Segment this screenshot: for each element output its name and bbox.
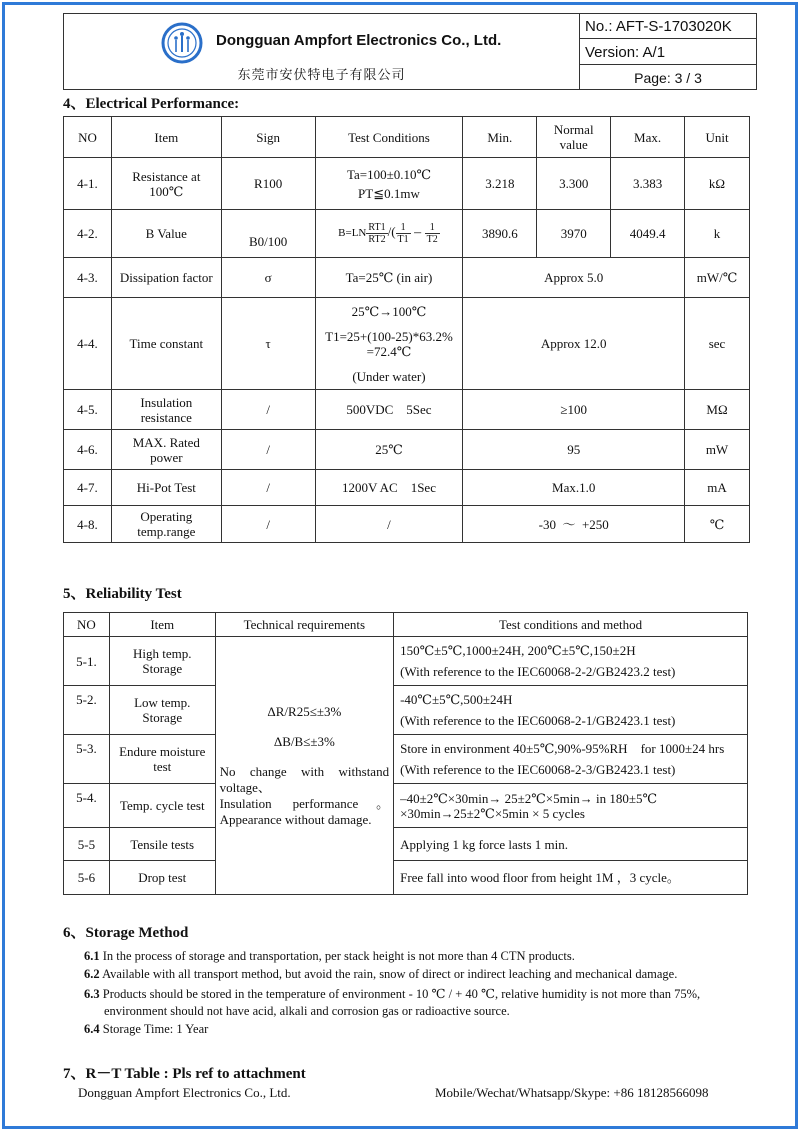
row-condition — [394, 784, 748, 828]
row-item: Operating temp.range — [111, 506, 221, 543]
row-item: High temp. Storage — [109, 637, 215, 686]
storage-item — [84, 986, 764, 1020]
table-row — [64, 390, 750, 430]
condition-line: 150℃±5℃,1000±24H, 200℃±5℃,150±2H — [400, 643, 636, 658]
row-sign: / — [221, 506, 315, 543]
storage-item-number: 6.2 — [84, 967, 100, 981]
row-no: 4-7. — [64, 470, 112, 506]
table-row — [64, 637, 748, 686]
condition-line: (With reference to the IEC60068-2-3/GB2423.1 test) — [400, 762, 676, 777]
row-value: Approx 5.0 — [463, 258, 685, 298]
col-unit: Unit — [685, 117, 750, 158]
row-no: 4-4. — [64, 298, 112, 390]
requirement-line: Appearance without damage. — [219, 811, 372, 827]
table-row — [64, 735, 748, 784]
row-item: Low temp. Storage — [109, 686, 215, 735]
table-row — [64, 210, 750, 258]
row-item: Resistance at 100℃ — [111, 158, 221, 210]
row-no: 4-6. — [64, 430, 112, 470]
row-no: 5-5 — [64, 828, 110, 861]
table-row — [64, 784, 748, 828]
row-no: 4-2. — [64, 210, 112, 258]
reliability-test-table — [63, 612, 748, 895]
electrical-performance-table — [63, 116, 750, 543]
condition-line: (With reference to the IEC60068-2-2/GB2423.2 test) — [400, 664, 676, 679]
document-number: No.: AFT-S-1703020K — [580, 14, 756, 39]
document-header — [63, 13, 757, 90]
row-item: Insulation resistance — [111, 390, 221, 430]
row-no: 4-1. — [64, 158, 112, 210]
row-sign: / — [221, 390, 315, 430]
table-row — [64, 298, 750, 390]
row-no: 5-3. — [64, 735, 110, 784]
col-min: Min. — [463, 117, 537, 158]
requirement-line: voltage、 — [219, 779, 271, 795]
row-condition: 500VDC 5Sec — [315, 390, 463, 430]
row-unit: ℃ — [685, 506, 750, 543]
condition-line: –40±2℃×30min→ 25±2℃×5min→ in 180±5℃ — [400, 790, 658, 806]
row-unit: k — [685, 210, 750, 258]
row-normal: 3.300 — [537, 158, 611, 210]
table-row — [64, 686, 748, 735]
table-row — [64, 258, 750, 298]
storage-item-text: Products should be stored in the temperature of environment - 10 ℃ / + 40 ℃, relative humidity is not more than 75%, — [102, 987, 701, 1001]
row-unit: sec — [685, 298, 750, 390]
section-4-title: 4、Electrical Performance: — [63, 96, 240, 112]
col-sign: Sign — [221, 117, 315, 158]
row-condition — [315, 158, 463, 210]
condition-line: ×30min→25±2℃×5min × 5 cycles — [400, 805, 585, 821]
row-sign: σ — [221, 258, 315, 298]
storage-item-text: Available with all transport method, but avoid the rain, snow of direct or indirect leaching and mechanical damage. — [102, 967, 678, 981]
storage-item-text: In the process of storage and transportation, per stack height is not more than 4 CTN products. — [102, 949, 575, 963]
row-condition: 25℃ — [315, 430, 463, 470]
col-no: NO — [64, 613, 110, 637]
row-sign: B0/100 — [221, 210, 315, 258]
row-no: 5-6 — [64, 861, 110, 895]
table-row — [64, 430, 750, 470]
storage-item-number: 6.4 — [84, 1022, 100, 1036]
condition-line: PT≦0.1mw — [358, 185, 420, 201]
row-max: 4049.4 — [611, 210, 685, 258]
row-no: 4-3. — [64, 258, 112, 298]
row-condition — [394, 735, 748, 784]
row-no: 4-5. — [64, 390, 112, 430]
col-normal: Normal value — [537, 117, 611, 158]
col-no: NO — [64, 117, 112, 158]
row-no: 4-8. — [64, 506, 112, 543]
col-test-conditions: Test Conditions — [315, 117, 463, 158]
requirement-line: No change with withstand — [219, 763, 390, 779]
row-unit: kΩ — [685, 158, 750, 210]
technical-requirements-cell — [215, 637, 394, 895]
table-row — [64, 470, 750, 506]
row-item: Dissipation factor — [111, 258, 221, 298]
row-item: Temp. cycle test — [109, 784, 215, 828]
section-7-title: 7、R－T Table : Pls ref to attachment — [63, 1066, 306, 1082]
condition-line: (With reference to the IEC60068-2-1/GB2423.1 test) — [400, 713, 676, 728]
row-unit: mA — [685, 470, 750, 506]
row-max: 3.383 — [611, 158, 685, 210]
row-condition: Free fall into wood floor from height 1M ，3 cycle。 — [394, 861, 748, 895]
row-condition: / — [315, 506, 463, 543]
row-item: B Value — [111, 210, 221, 258]
company-logo-icon — [161, 22, 203, 64]
formula-minus: – — [410, 225, 425, 241]
row-item: Hi-Pot Test — [111, 470, 221, 506]
section-5-title: 5、Reliability Test — [63, 586, 182, 602]
storage-item — [84, 948, 575, 965]
row-unit: MΩ — [685, 390, 750, 430]
row-sign: / — [221, 430, 315, 470]
page-number: Page: 3 / 3 — [634, 70, 702, 86]
row-min: 3890.6 — [463, 210, 537, 258]
company-name: Dongguan Ampfort Electronics Co., Ltd. — [216, 32, 502, 49]
formula-fraction-t1: $\frac{1}{T1}$ — [397, 222, 409, 245]
formula-divider: /( — [387, 224, 396, 240]
row-sign: / — [221, 470, 315, 506]
row-condition: Applying 1 kg force lasts 1 min. — [394, 828, 748, 861]
table-header-row — [64, 117, 750, 158]
row-unit: mW — [685, 430, 750, 470]
formula-fraction-r: $\frac{RT1}{RT2}$ — [368, 222, 386, 245]
condition-line: T1=25+(100-25)*63.2% — [325, 328, 453, 344]
storage-item-text-cont: environment should not have acid, alkali and corrosion gas or radioactive source. — [104, 1004, 510, 1018]
row-unit: mW/℃ — [685, 258, 750, 298]
formula-prefix: B=LN — [338, 227, 367, 240]
row-item: Endure moisture test — [109, 735, 215, 784]
requirement-line: ΔB/B≤±3% — [273, 733, 335, 749]
table-header-row — [64, 613, 748, 637]
storage-item-number: 6.1 — [84, 949, 100, 963]
condition-line: -40℃±5℃,500±24H — [400, 692, 513, 707]
row-item: Drop test — [109, 861, 215, 895]
requirement-line: Insulation performance。 — [219, 795, 390, 811]
col-test-conditions: Test conditions and method — [394, 613, 748, 637]
row-item: Time constant — [111, 298, 221, 390]
row-no: 5-2. — [64, 686, 110, 735]
requirement-line: ΔR/R25≤±3% — [267, 703, 342, 719]
company-name-cn: 东莞市安伏特电子有限公司 — [237, 68, 406, 83]
storage-item — [84, 1021, 208, 1038]
condition-line: Ta=100±0.10℃ — [346, 166, 431, 182]
b-value-formula — [315, 210, 463, 258]
table-row — [64, 828, 748, 861]
header-company-block — [64, 14, 580, 89]
storage-item-text: Storage Time: 1 Year — [102, 1022, 209, 1036]
condition-line: =72.4℃ — [366, 343, 412, 359]
row-condition — [394, 686, 748, 735]
row-condition: Ta=25℃ (in air) — [315, 258, 463, 298]
col-item: Item — [111, 117, 221, 158]
storage-item — [84, 966, 677, 983]
row-value: Approx 12.0 — [463, 298, 685, 390]
row-condition — [394, 637, 748, 686]
footer-company: Dongguan Ampfort Electronics Co., Ltd. — [78, 1085, 291, 1100]
section-6-title: 6、Storage Method — [63, 925, 189, 941]
table-row — [64, 861, 748, 895]
row-normal: 3970 — [537, 210, 611, 258]
row-min: 3.218 — [463, 158, 537, 210]
row-condition — [315, 298, 463, 390]
row-sign: τ — [221, 298, 315, 390]
footer-contact: Mobile/Wechat/Whatsapp/Skype: +86 18128566098 — [435, 1085, 709, 1100]
table-row — [64, 158, 750, 210]
storage-item-number: 6.3 — [84, 987, 100, 1001]
row-sign: R100 — [221, 158, 315, 210]
condition-line: Store in environment 40±5℃,90%-95%RH for 1000±24 hrs — [400, 741, 725, 756]
row-value: Max.1.0 — [463, 470, 685, 506]
row-value: ≥100 — [463, 390, 685, 430]
row-value: -30 ～ +250 — [463, 506, 685, 543]
col-max: Max. — [611, 117, 685, 158]
col-item: Item — [109, 613, 215, 637]
header-doc-info — [580, 14, 756, 89]
row-value: 95 — [463, 430, 685, 470]
document-version: Version: A/1 — [580, 40, 756, 65]
col-technical-requirements: Technical requirements — [215, 613, 394, 637]
row-no: 5-4. — [64, 784, 110, 828]
formula-fraction-t2: $\frac{1}{T2}$ — [426, 222, 438, 245]
row-item: Tensile tests — [109, 828, 215, 861]
row-no: 5-1. — [64, 637, 110, 686]
row-item: MAX. Rated power — [111, 430, 221, 470]
table-row — [64, 506, 750, 543]
row-condition: 1200V AC 1Sec — [315, 470, 463, 506]
condition-line: 25℃→100℃ — [351, 303, 427, 319]
condition-line: (Under water) — [352, 368, 426, 384]
